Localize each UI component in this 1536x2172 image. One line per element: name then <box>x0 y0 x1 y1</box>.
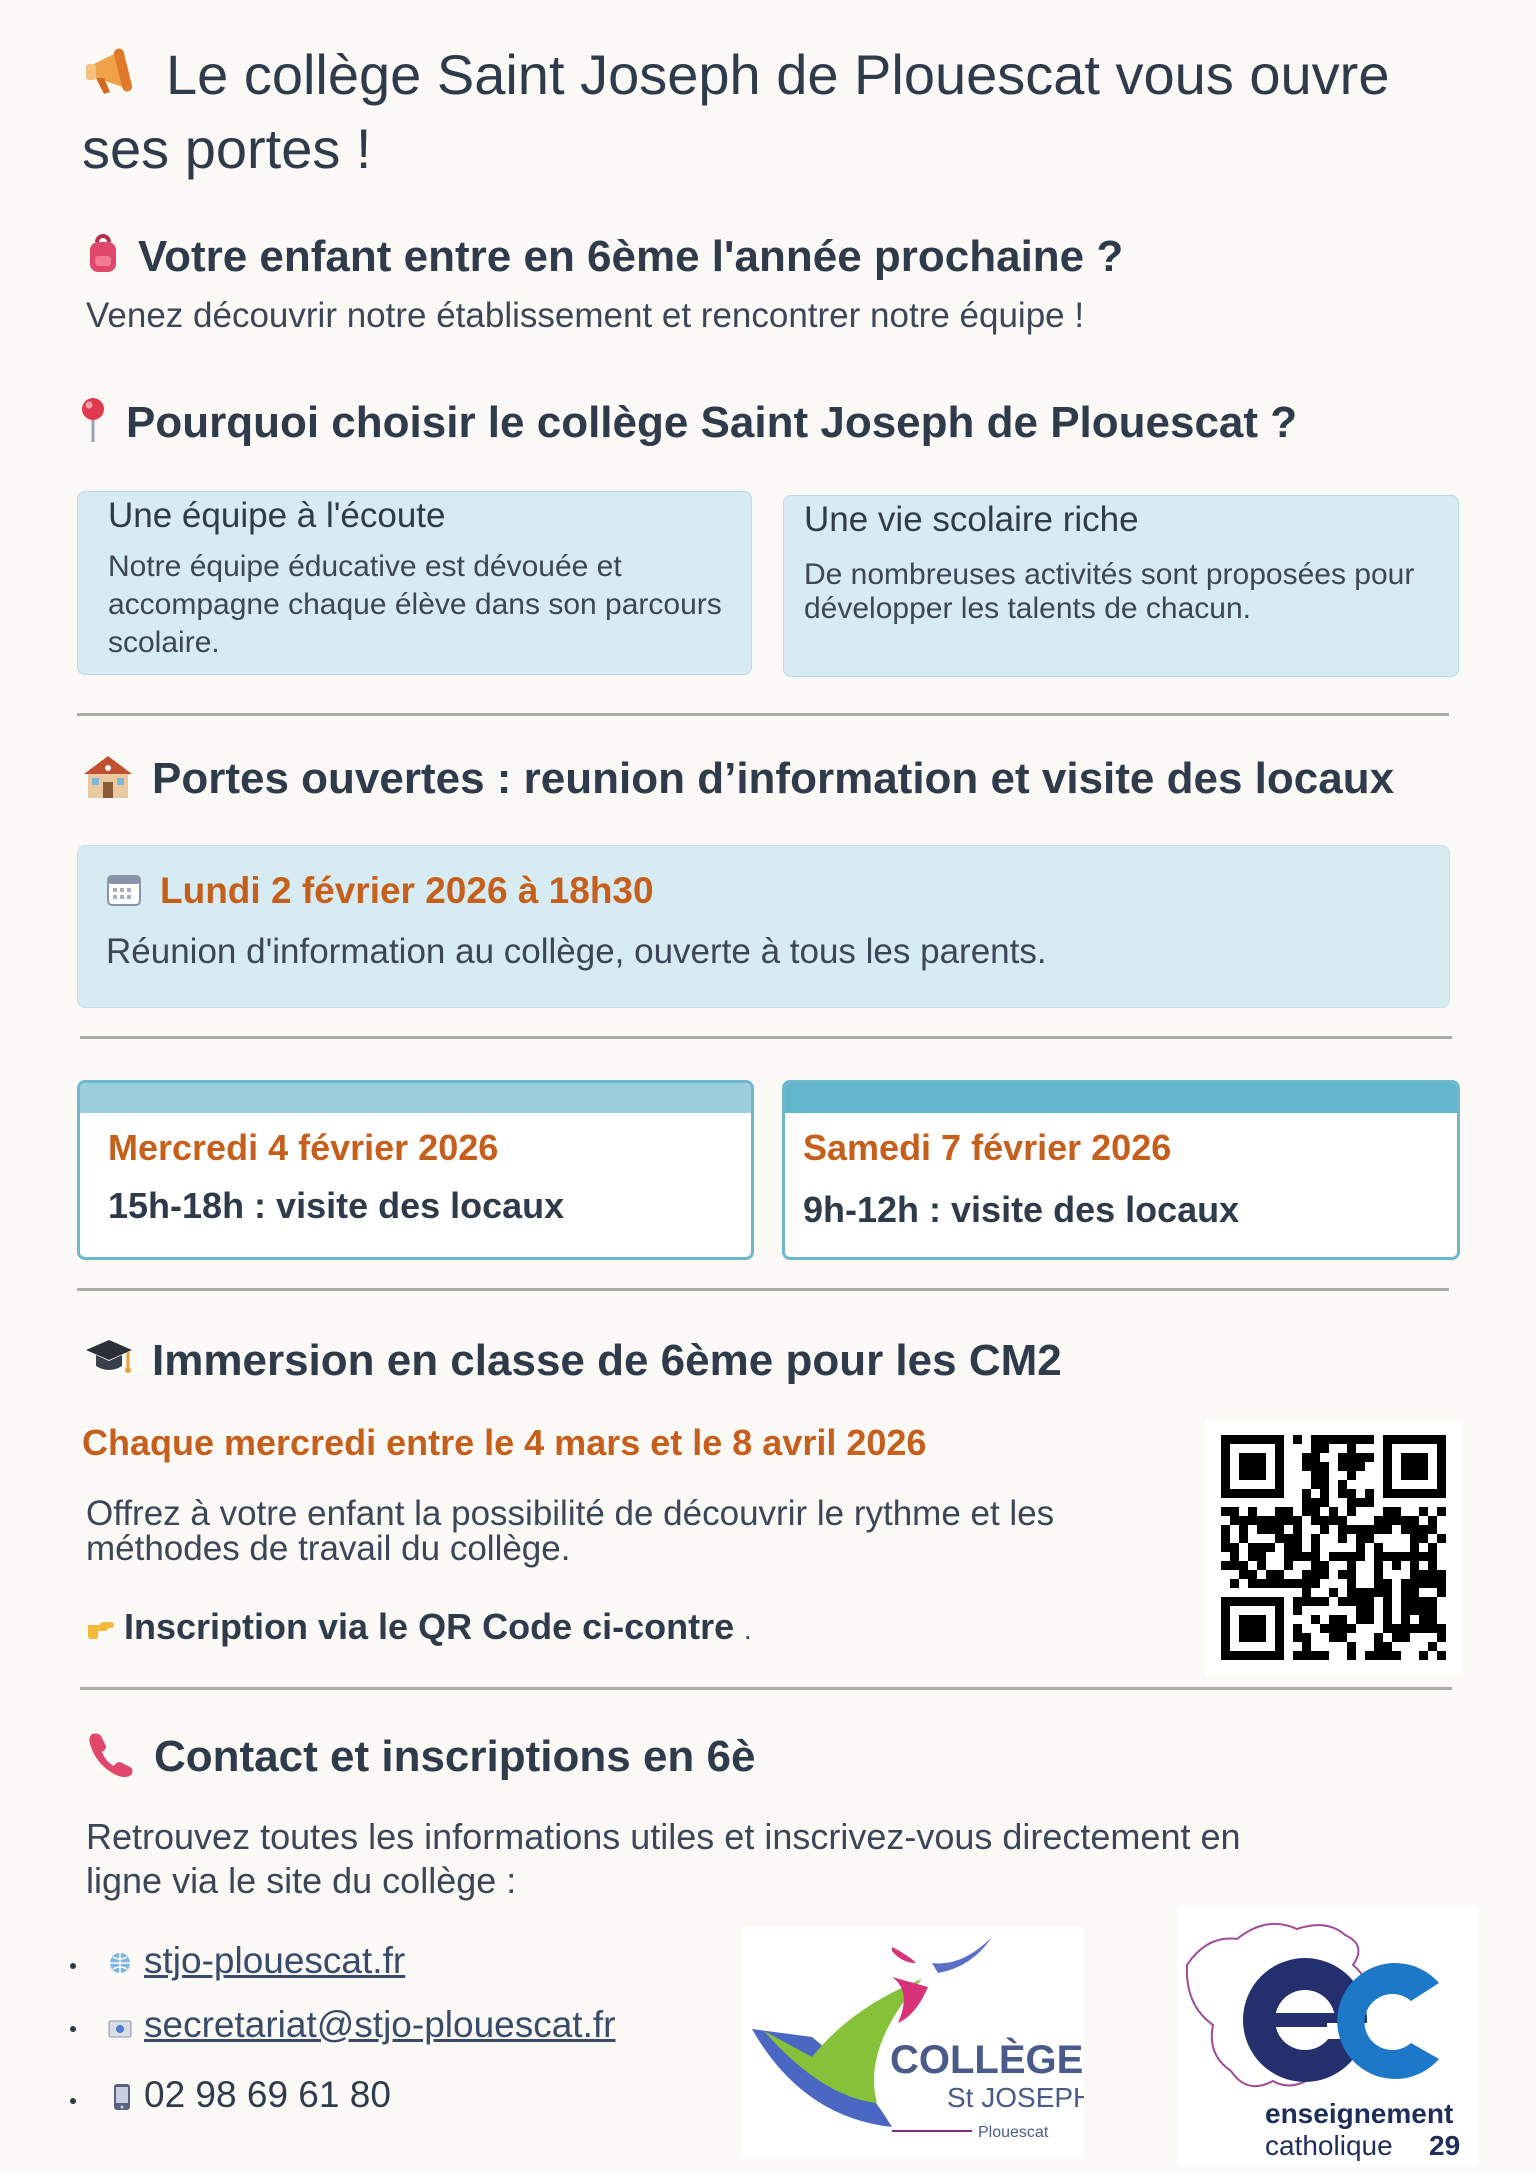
svg-text:St JOSEPH: St JOSEPH <box>947 2082 1084 2113</box>
svg-text:29: 29 <box>1429 2130 1461 2161</box>
immersion-cta: Inscription via le QR Code ci-contre . <box>86 1606 751 1650</box>
svg-text:catholique: catholique <box>1265 2130 1393 2161</box>
immersion-dates: Chaque mercredi entre le 4 mars et le 8 avril 2026 <box>82 1422 927 1463</box>
visit-date: Mercredi 4 février 2026 <box>108 1127 499 1168</box>
visit-card-band <box>80 1083 751 1113</box>
meeting-text: Réunion d'information au collège, ouverte à tous les parents. <box>106 932 1047 971</box>
list-bullet <box>70 2026 76 2032</box>
feature-card-text: De nombreuses activités sont proposées pour développer les talents de chacun. <box>804 558 1415 625</box>
visit-date: Samedi 7 février 2026 <box>803 1127 1172 1168</box>
email-icon <box>108 2019 132 2044</box>
contact-item-email[interactable] <box>108 2004 615 2046</box>
pointing-hand-icon <box>86 1608 116 1650</box>
graduation-cap-icon <box>84 1336 134 1391</box>
ec29-logo <box>1177 1905 1479 2167</box>
contact-item-phone <box>112 2074 391 2120</box>
feature-card-school-life <box>783 495 1459 677</box>
svg-text:enseignement: enseignement <box>1265 2098 1454 2129</box>
contact-item-website[interactable] <box>108 1940 405 1982</box>
divider <box>80 1036 1452 1039</box>
intro-heading: Votre enfant entre en 6ème l'année prochaine ? <box>86 232 1123 285</box>
page-title: Le collège Saint Joseph de Plouescat vous ouvre ses portes ! <box>82 43 1390 180</box>
pin-icon <box>78 396 108 455</box>
globe-icon <box>108 1951 132 1980</box>
college-logo <box>742 1927 1084 2159</box>
list-bullet <box>70 2098 76 2104</box>
list-bullet <box>70 1963 76 1969</box>
email-link[interactable]: secretariat@stjo-plouescat.fr <box>144 2004 616 2045</box>
phone-icon <box>112 2078 132 2120</box>
immersion-text: Offrez à votre enfant la possibilité de découvrir le rythme et les méthodes de travail du collège. <box>86 1494 1055 1568</box>
calendar-icon <box>106 871 142 916</box>
contact-heading: Contact et inscriptions en 6è <box>86 1730 755 1789</box>
visit-text: 15h-18h : visite des locaux <box>108 1185 565 1226</box>
phone-number: 02 98 69 61 80 <box>144 2074 391 2115</box>
meeting-date-row <box>106 870 654 916</box>
feature-card-title: Une équipe à l'écoute <box>108 496 446 535</box>
svg-text:Plouescat: Plouescat <box>978 2124 1049 2141</box>
visit-card-band <box>785 1083 1457 1113</box>
feature-card-team <box>77 491 752 675</box>
open-days-heading: Portes ouvertes : reunion d’information et visite des locaux <box>82 752 1394 811</box>
svg-text:COLLÈGE: COLLÈGE <box>890 2038 1084 2082</box>
feature-card-title: Une vie scolaire riche <box>804 500 1139 539</box>
meeting-card <box>77 845 1450 1008</box>
contact-text: Retrouvez toutes les informations utiles et inscrivez-vous directement en ligne via le site du collège : <box>86 1816 1241 1901</box>
qr-code[interactable] <box>1205 1420 1463 1676</box>
visit-card-wednesday <box>77 1080 754 1260</box>
backpack-icon <box>86 234 120 285</box>
immersion-heading: Immersion en classe de 6ème pour les CM2 <box>84 1336 1062 1391</box>
divider <box>77 713 1449 716</box>
divider <box>77 1288 1449 1291</box>
telephone-icon <box>86 1730 136 1789</box>
intro-text: Venez découvrir notre établissement et rencontrer notre équipe ! <box>86 296 1085 335</box>
visit-card-saturday <box>782 1080 1460 1260</box>
visit-text: 9h-12h : visite des locaux <box>803 1189 1240 1230</box>
megaphone-icon <box>82 42 142 102</box>
feature-card-text: Notre équipe éducative est dévouée et accompagne chaque élève dans son parcours scolaire. <box>108 550 722 659</box>
meeting-date: Lundi 2 février 2026 à 18h30 <box>160 870 654 911</box>
website-link[interactable]: stjo-plouescat.fr <box>144 1940 406 1981</box>
why-heading: Pourquoi choisir le collège Saint Joseph de Plouescat ? <box>78 396 1297 455</box>
divider <box>80 1687 1452 1690</box>
school-icon <box>82 752 134 811</box>
